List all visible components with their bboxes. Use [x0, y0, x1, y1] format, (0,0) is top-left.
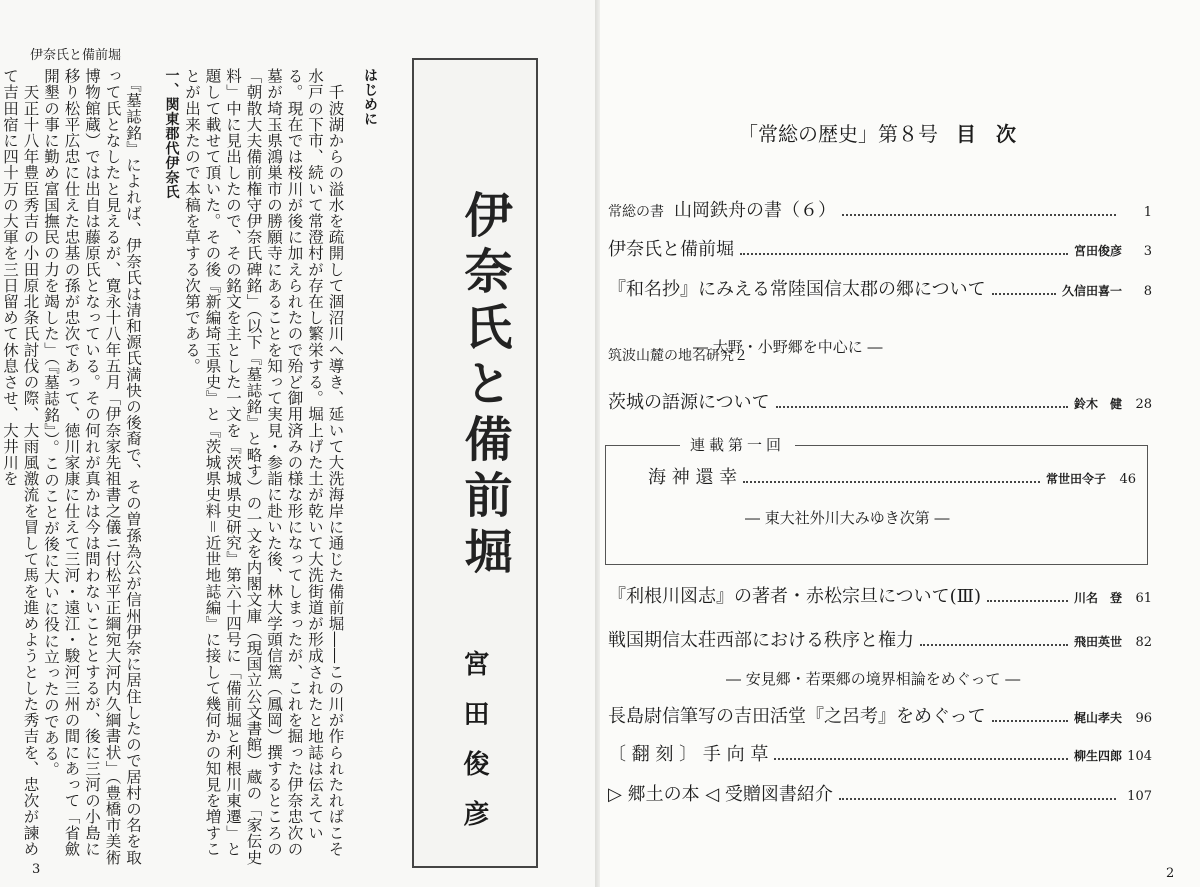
toc-entry-author: 梶山孝夫 [1073, 711, 1122, 725]
page-number-left: 3 [32, 862, 41, 877]
toc-entry-page: 82 [1135, 635, 1152, 650]
toc-entry[interactable] [608, 626, 1152, 652]
dot-leader [743, 481, 1040, 483]
toc-entry-author: 飛田英世 [1073, 635, 1122, 649]
toc-entry-author: 鈴木 健 [1073, 397, 1122, 411]
toc-entry[interactable] [608, 740, 1152, 766]
toc-entry-title: 『和名抄』にみえる常陸国信太郡の郷について [608, 279, 986, 300]
dot-leader [992, 293, 1056, 295]
journal-title: 「常総の歴史」第８号 [738, 122, 938, 146]
toc-entry[interactable] [608, 345, 1152, 365]
dot-leader [992, 720, 1068, 722]
toc-entry[interactable] [608, 388, 1152, 414]
toc-entry-page: 28 [1135, 397, 1152, 412]
toc-entry[interactable] [608, 275, 1152, 301]
toc-entry-title: 伊奈氏と備前堀 [608, 239, 734, 260]
dot-leader [774, 758, 1068, 760]
toc-entry-subtitle: ― 東大社外川大みゆき次第 ― [745, 509, 950, 527]
toc-entry-title: 海 神 還 幸 [648, 467, 738, 488]
body-paragraph: 天正十八年豊臣秀吉の小田原北条氏討伐の際、大雨風激流を冒して馬を進めようとした秀吉を、忠次が諫めて吉田宿に四十万の大軍を三日留めて休息させ、大井川を [1, 68, 40, 857]
toc-entry-subtitle: ― 安見郷・若栗郷の境界相論をめぐって ― [726, 670, 1021, 688]
toc-entry-page: 61 [1135, 591, 1152, 606]
toc-entry[interactable] [608, 582, 1152, 608]
toc-label: 目 次 [956, 122, 1016, 146]
body-paragraph: 千波湖からの溢水を疏開して涸沼川へ導き、延いて大洗海岸に通じた備前堀――この川が作られたればこそ水戸の下市、続いて常澄村が存在し繁栄する。堀上げた土が乾いて大洗街道が形成されたと地誌は伝えている。現在では桜川が後に加えられたので殆ど御用済みの様な形になってしまったが、これを掘った伊奈忠次の墓が埼玉県鴻巣市の勝願寺にあることを知って実見・参詣に赴いた後、林大学頭信篤（鳳岡）撰するところの「朝散大夫備前権守伊奈氏碑銘」（以下『墓誌銘』と略す）の一文を内閣文庫（現国立公文書館）蔵の「家伝史料」中に見出したので、その銘文を主とした一文を『茨城県史研究』第六十四号に「備前堀と利根川東遷」と題して載せて頂いた。その後『新編埼玉県史』と『茨城県史料＝近世地誌編』に接して幾何かの知見を増すことが出来たので本稿を草する次第である。 [183, 68, 345, 866]
toc-entry-label: 常総の書 [608, 204, 664, 220]
toc-entry-author: 久信田喜一 [1061, 284, 1122, 298]
body-paragraph: 『墓誌銘』によれば、伊奈氏は清和源氏満快の後裔で、その曽孫為公が信州伊奈に居住したので居村の名を取って氏となしたと見えるが、寛永十八年五月「伊奈家先祖書之儀ニ付松平正綱宛大河内久綱書状」（豊橋市美術博物館蔵）では出自は藤原氏となっている。その何れが真かは今は問わないこととするが、後に三河の小島に移り松平広忠に仕えた忠基の孫が忠次であって、徳川家康に仕えて三河・遠江・駿河三州の間にあって「省歛開墾の事に勤め富国撫民の力を竭した」（『墓誌銘』）。このことが後に大いに役に立ったのである。 [42, 68, 142, 866]
toc-entry-title: 山岡鉄舟の書（６） [674, 200, 836, 221]
toc-entry-page: 8 [1143, 284, 1152, 299]
article-author: 宮田俊彦 [459, 650, 489, 850]
left-page [0, 0, 598, 887]
toc-header [738, 118, 1016, 147]
toc-entry-title: 『利根川図志』の著者・赤松宗旦について(Ⅲ) [608, 586, 982, 607]
toc-entry-page: 46 [1119, 472, 1136, 487]
dot-leader [920, 644, 1068, 646]
article-title: 伊奈氏と備前堀 [456, 190, 512, 582]
section-heading: はじめに [362, 68, 378, 127]
serial-label: 連載第一回 [680, 434, 795, 455]
toc-entry-title: ▷ 郷土の本 ◁ 受贈図書紹介 [608, 784, 833, 805]
toc-entry-subtitle: ― 大野・小野郷を中心に ― [693, 338, 883, 356]
toc-entry-page: 104 [1127, 749, 1152, 764]
toc-entry[interactable] [648, 463, 1136, 489]
toc-entry[interactable] [608, 780, 1152, 806]
toc-entry-author: 柳生四郎 [1073, 749, 1122, 763]
toc-entry-title: 筑波山麓の地名研究２ [608, 348, 748, 364]
article-body [1, 68, 380, 868]
toc-entry-title: 〔 翻 刻 〕 手 向 草 [608, 744, 769, 765]
section-heading: 一、関東郡代伊奈氏 [163, 68, 180, 200]
dot-leader [776, 406, 1068, 408]
toc-entry-page: 1 [1143, 205, 1152, 220]
dot-leader [987, 600, 1068, 602]
toc-entry[interactable] [608, 235, 1152, 261]
toc-entry-title: 茨城の語源について [608, 392, 770, 413]
toc-entry-page: 107 [1127, 789, 1152, 804]
dot-leader [740, 253, 1068, 255]
running-head: 伊奈氏と備前堀 [30, 48, 122, 63]
title-box [412, 58, 538, 868]
toc-entry-title: 長島尉信筆写の吉田活堂『之呂考』をめぐって [608, 706, 986, 727]
page-number-right: 2 [1166, 866, 1175, 881]
toc-entry-author: 川名 登 [1073, 591, 1122, 605]
toc-entry[interactable] [608, 196, 1152, 222]
dot-leader [842, 214, 1116, 216]
toc-entry-page: 96 [1135, 711, 1152, 726]
toc-entry-title: 戦国期信太荘西部における秩序と権力 [608, 630, 914, 651]
toc-entry-page: 3 [1143, 244, 1152, 259]
toc-entry-author: 宮田俊彦 [1073, 244, 1122, 258]
toc-entry-author: 常世田令子 [1045, 472, 1106, 486]
dot-leader [839, 798, 1116, 800]
toc-entry[interactable] [608, 702, 1152, 728]
